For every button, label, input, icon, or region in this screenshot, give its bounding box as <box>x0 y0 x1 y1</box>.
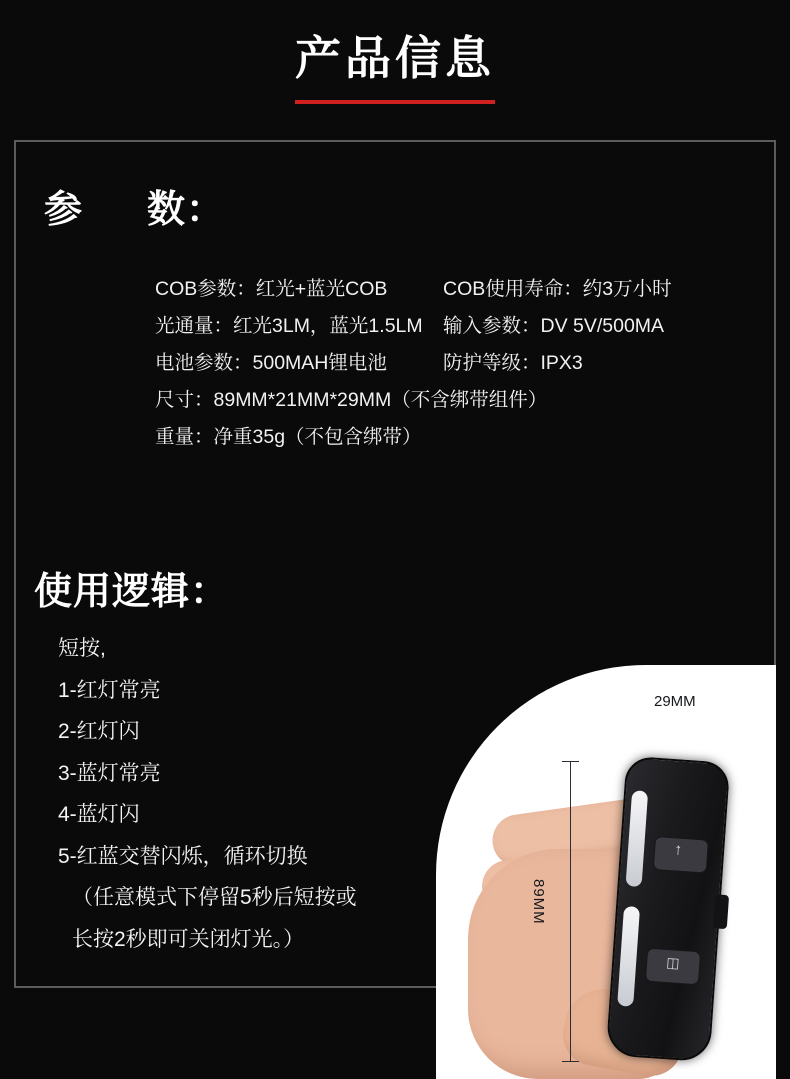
table-cell-left <box>155 387 547 413</box>
table-cell-right <box>443 313 755 339</box>
usage-logic-heading: 使用逻辑： <box>34 571 230 613</box>
list-item: 长按2秒即可关闭灯光。） <box>72 927 305 951</box>
table-row <box>155 387 755 413</box>
param-text: 电池参数：500MAH锂电池 <box>155 352 387 374</box>
param-text: COB参数：红光+蓝光COB <box>155 278 388 300</box>
list-item: 1-红灯常亮 <box>58 678 161 702</box>
hand-illustration <box>468 749 768 1079</box>
power-button-icon: ◫ <box>665 954 681 971</box>
page-title: 产品信息 <box>295 32 495 84</box>
list-item: 2-红灯闪 <box>58 720 140 743</box>
list-item: 短按, <box>58 637 106 660</box>
list-item: （任意模式下停留5秒后短按或 <box>72 886 357 909</box>
dimension-line-vertical <box>570 761 571 1061</box>
product-device <box>606 756 731 1063</box>
device-strap-notch <box>713 894 729 929</box>
table-row <box>155 424 755 450</box>
table-cell-right <box>443 276 755 302</box>
table-row <box>155 276 755 302</box>
product-photo <box>416 579 776 1079</box>
title-underline <box>295 100 495 104</box>
parameters-table <box>155 276 755 461</box>
table-cell-left <box>155 276 443 302</box>
table-cell-left <box>155 350 443 376</box>
table-row <box>155 313 755 339</box>
list-item: 4-蓝灯闪 <box>58 803 140 826</box>
table-cell-left <box>155 424 422 450</box>
param-text: 光通量：红光3LM，蓝光1.5LM <box>155 315 423 337</box>
dimension-cap-bottom <box>562 1061 579 1062</box>
param-text: 输入参数：DV 5V/500MA <box>443 315 665 337</box>
parameters-heading <box>44 178 225 233</box>
table-row <box>155 350 755 376</box>
parameters-heading-part1: 参 <box>44 189 84 231</box>
dimension-height-label: 89MM <box>530 879 547 925</box>
table-cell-right <box>443 350 755 376</box>
dimension-width-label: 29MM <box>654 693 696 710</box>
arrow-up-icon: ↑ <box>673 841 683 859</box>
param-text: COB使用寿命：约3万小时 <box>443 278 672 300</box>
list-item: 5-红蓝交替闪烁，循环切换 <box>58 844 308 868</box>
list-item: 3-蓝灯常亮 <box>58 761 161 785</box>
param-text: 尺寸：89MM*21MM*29MM（不含绑带组件） <box>155 389 548 411</box>
page-title-block <box>0 28 790 104</box>
table-cell-left <box>155 313 443 339</box>
parameters-heading-part2: 数： <box>147 189 226 231</box>
dimension-cap-top <box>562 761 579 762</box>
param-text: 防护等级：IPX3 <box>443 352 583 374</box>
param-text: 重量：净重35g（不包含绑带） <box>155 426 422 448</box>
